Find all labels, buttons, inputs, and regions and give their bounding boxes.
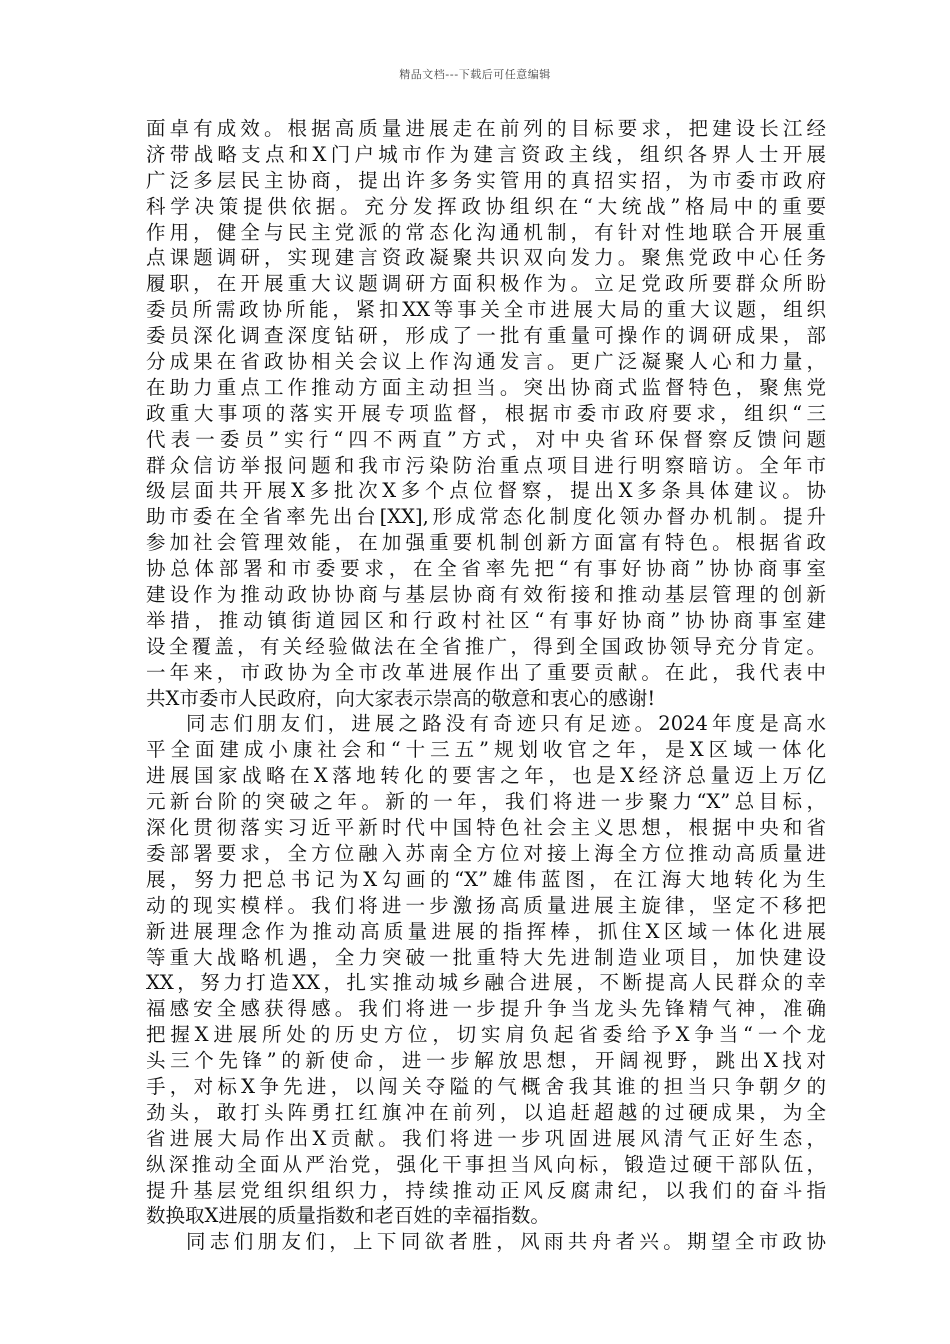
text-line: 点课题调研，实现建言资政凝聚共识双向发力。聚焦党政中心任务 — [146, 246, 826, 270]
document-body — [146, 116, 826, 1255]
text-line: 建设作为推动政协协商与基层协商有效衔接和推动基层管理的创新 — [146, 583, 826, 607]
text-line: 政重大事项的落实开展专项监督，根据市委市政府要求，组织“三 — [146, 401, 826, 425]
text-line: 共X市委市人民政府，向大家表示崇高的敬意和衷心的感谢! — [146, 686, 656, 710]
text-line: 深化贯彻落实习近平新时代中国特色社会主义思想，根据中央和省 — [146, 816, 826, 840]
text-line: 协总体部署和市委要求，在全省率先把“有事好协商”协协商事室 — [146, 557, 826, 581]
text-line: 代表一委员”实行“四不两直”方式，对中央省环保督察反馈问题 — [146, 427, 826, 451]
text-line: 科学决策提供依据。充分发挥政协组织在“大统战”格局中的重要 — [146, 194, 826, 218]
text-line: 委员深化调查深度钻研，形成了一批有重量可操作的调研成果，部 — [146, 324, 826, 348]
text-line: XX，努力打造XX，扎实推动城乡融合进展，不断提高人民群众的幸 — [146, 971, 826, 995]
text-line: 委部署要求，全方位融入苏南全方位对接上海全方位推动高质量进 — [146, 841, 826, 865]
text-line: 广泛多层民主协商，提出许多务实管用的真招实招，为市委市政府 — [146, 168, 826, 192]
text-line: 动的现实模样。我们将进一步激扬高质量进展主旋律，坚定不移把 — [146, 893, 826, 917]
text-line: 作用，健全与民主党派的常态化沟通机制，有针对性地联合开展重 — [146, 220, 826, 244]
text-line: 同志们朋友们，进展之路没有奇迹只有足迹。2024年度是高水 — [186, 712, 826, 736]
text-line: 参加社会管理效能，在加强重要机制创新方面富有特色。根据省政 — [146, 531, 826, 555]
text-line: 群众信访举报问题和我市污染防治重点项目进行明察暗访。全年市 — [146, 453, 826, 477]
text-line: 平全面建成小康社会和“十三五”规划收官之年，是X区域一体化 — [146, 738, 826, 762]
text-line: 设全覆盖，有关经验做法在全省推广，得到全国政协领导充分肯定。 — [146, 634, 826, 658]
text-line: 委员所需政协所能，紧扣XX等事关全市进展大局的重大议题，组织 — [146, 298, 826, 322]
text-line: 数换取X进展的质量指数和老百姓的幸福指数。 — [146, 1204, 550, 1228]
text-line: 级层面共开展X多批次X多个点位督察，提出X多条具体建议。协 — [146, 479, 826, 503]
text-line: 展，努力把总书记为X勾画的“X”雄伟蓝图，在江海大地转化为生 — [146, 867, 826, 891]
text-line: 分成果在省政协相关会议上作沟通发言。更广泛凝聚人心和力量， — [146, 350, 826, 374]
text-line: 进展国家战略在X落地转化的要害之年，也是X经济总量迈上万亿 — [146, 764, 826, 788]
text-line: 助市委在全省率先出台[XX],形成常态化制度化领办督办机制。提升 — [146, 505, 826, 529]
text-line: 举措，推动镇街道园区和行政村社区“有事好协商”协协商事室建 — [146, 608, 826, 632]
text-line: 同志们朋友们，上下同欲者胜，风雨共舟者兴。期望全市政协 — [186, 1230, 826, 1254]
text-line: 等重大战略机遇，全力突破一批重特大先进制造业项目，加快建设 — [146, 945, 826, 969]
page-header: 精品文档---下载后可任意编辑 — [399, 68, 551, 81]
text-line: 一年来，市政协为全市改革进展作出了重要贡献。在此，我代表中 — [146, 660, 826, 684]
text-line: 元新台阶的突破之年。新的一年，我们将进一步聚力“X”总目标， — [146, 790, 826, 814]
text-line: 省进展大局作出X贡献。我们将进一步巩固进展风清气正好生态， — [146, 1126, 826, 1150]
text-line: 提升基层党组织组织力，持续推动正风反腐肃纪，以我们的奋斗指 — [146, 1178, 826, 1202]
text-line: 纵深推动全面从严治党，强化干事担当风向标，锻造过硬干部队伍， — [146, 1152, 826, 1176]
text-line: 面卓有成效。根据高质量进展走在前列的目标要求，把建设长江经 — [146, 117, 826, 140]
text-line: 在助力重点工作推动方面主动担当。突出协商式监督特色，聚焦党 — [146, 375, 826, 399]
text-line: 济带战略支点和X门户城市作为建言资政主线，组织各界人士开展 — [146, 142, 826, 166]
text-line: 履职，在开展重大议题调研方面积极作为。立足党政所要群众所盼 — [146, 272, 826, 296]
text-line: 新进展理念作为推动高质量进展的指挥棒，抓住X区域一体化进展 — [146, 919, 826, 943]
text-line: 劲头，敢打头阵勇扛红旗冲在前列，以追赶超越的过硬成果，为全 — [146, 1100, 826, 1124]
text-line: 头三个先锋”的新使命，进一步解放思想，开阔视野，跳出X找对 — [146, 1049, 826, 1073]
text-line: 手，对标X争先进，以闯关夺隘的气概舍我其谁的担当只争朝夕的 — [146, 1074, 826, 1098]
text-line: 把握X进展所处的历史方位，切实肩负起省委给予X争当“一个龙 — [146, 1023, 826, 1047]
text-line: 福感安全感获得感。我们将进一步提升争当龙头先锋精气神，准确 — [146, 997, 826, 1021]
